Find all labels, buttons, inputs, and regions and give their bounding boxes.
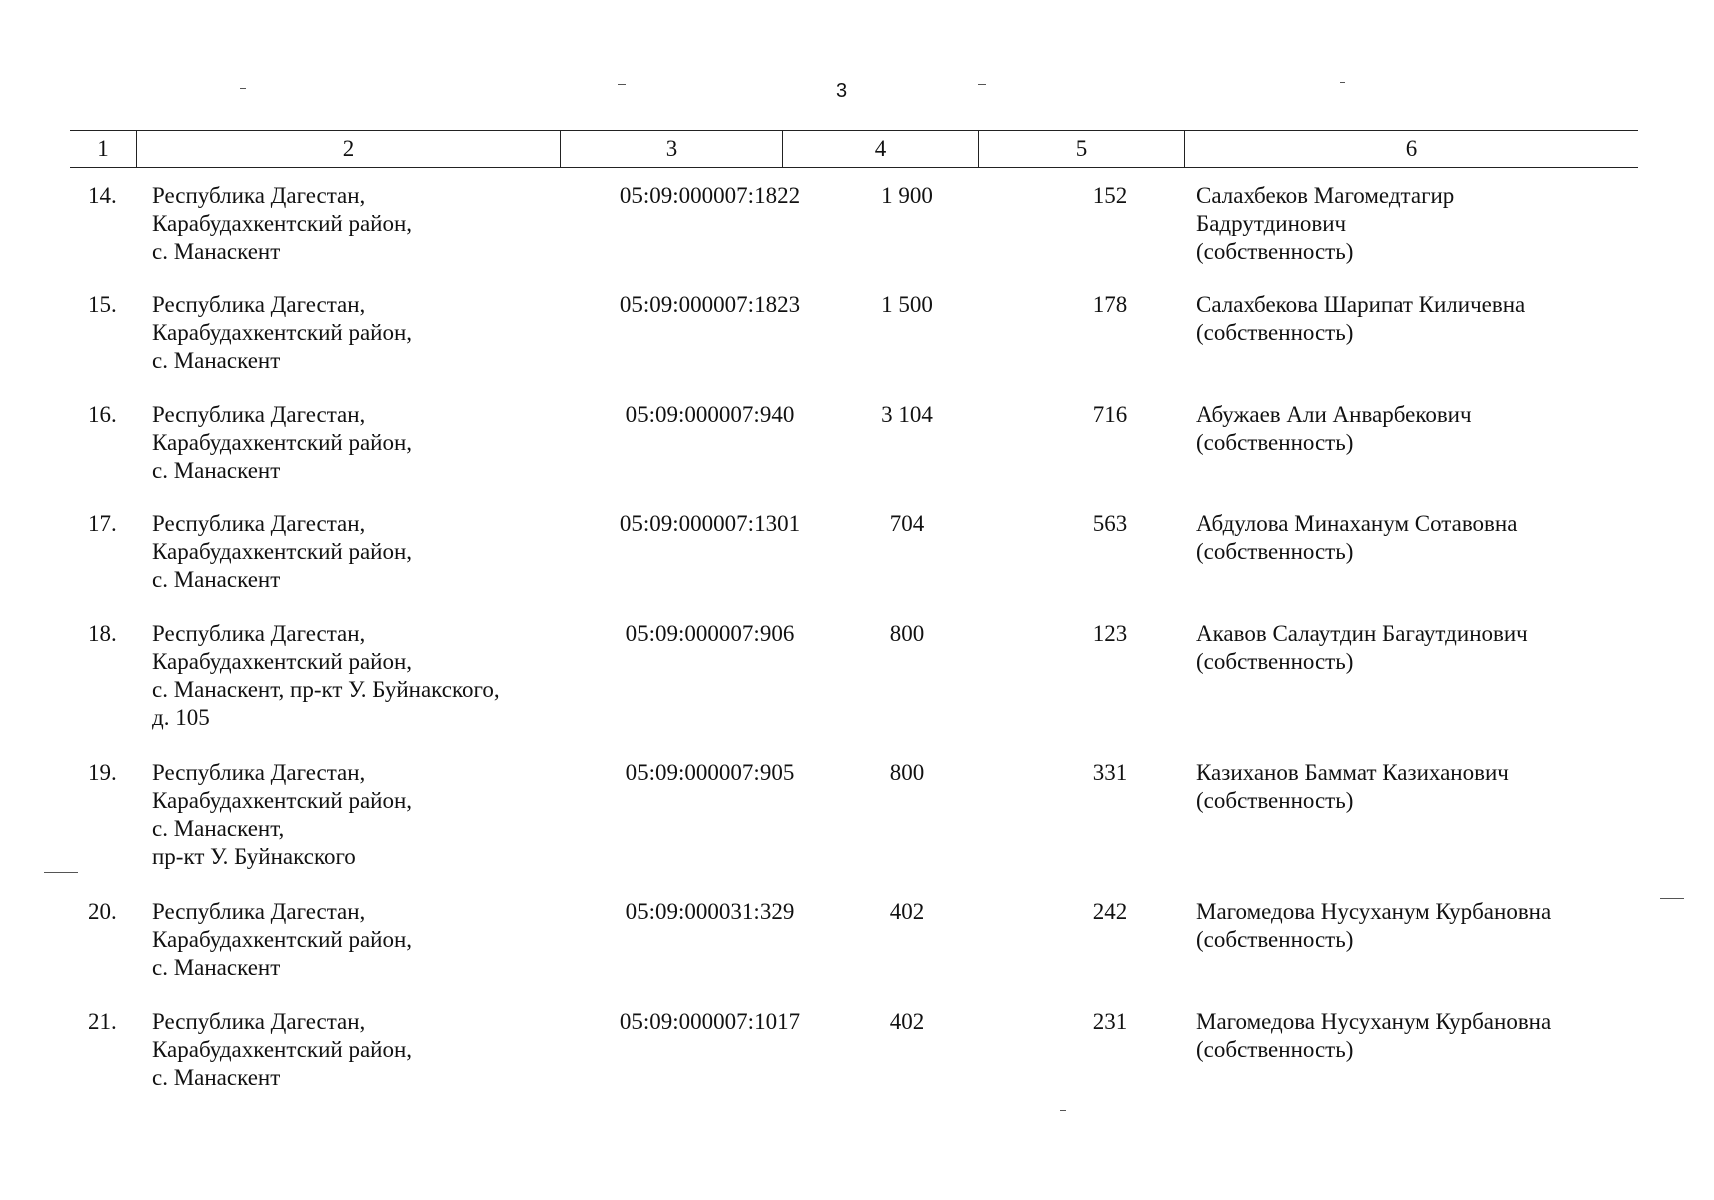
- row-number: 21.: [88, 1009, 117, 1034]
- cadastral-number-cell: 05:09:000007:1822: [619, 183, 801, 208]
- address-cell-line: Карабудахкентский район,: [152, 211, 413, 236]
- address-cell-line: Карабудахкентский район,: [152, 649, 413, 674]
- value-cell: 563: [1092, 511, 1128, 536]
- address-cell: [152, 620, 622, 732]
- value-cell: 231: [1092, 1009, 1128, 1034]
- value-cell: 331: [1092, 760, 1128, 785]
- owner-cell-line: Салахбеков Магомедтагир: [1196, 183, 1455, 208]
- address-cell-line: с. Манаскент: [152, 567, 281, 592]
- header-col-5: 5: [978, 131, 1184, 167]
- address-cell-line: Республика Дагестан,: [152, 621, 366, 646]
- owner-cell: [1196, 291, 1676, 347]
- cadastral-number-cell: 05:09:000007:1301: [619, 511, 801, 536]
- value-cell: 123: [1092, 621, 1128, 646]
- cadastral-number-cell: 05:09:000007:906: [625, 621, 795, 646]
- scan-speck: [44, 872, 78, 873]
- owner-cell: [1196, 759, 1676, 815]
- cadastral-number-cell: 05:09:000007:1017: [619, 1009, 801, 1034]
- owner-cell: [1196, 510, 1676, 566]
- area-cell: 1 500: [881, 292, 933, 317]
- address-cell-line: Карабудахкентский район,: [152, 430, 413, 455]
- header-col-2: 2: [136, 131, 560, 167]
- owner-cell-line: Салахбекова Шарипат Киличевна: [1196, 292, 1526, 317]
- owner-cell: [1196, 898, 1676, 954]
- address-cell-line: с. Манаскент, пр-кт У. Буйнакского,: [152, 677, 500, 702]
- row-number: 15.: [88, 292, 117, 317]
- row-number: 20.: [88, 899, 117, 924]
- header-col-6: 6: [1184, 131, 1638, 167]
- area-cell: 800: [889, 760, 925, 785]
- address-cell-line: с. Манаскент: [152, 1065, 281, 1090]
- address-cell: [152, 1008, 622, 1092]
- row-number: 16.: [88, 402, 117, 427]
- cadastral-number-cell: 05:09:000031:329: [625, 899, 795, 924]
- address-cell: [152, 898, 622, 982]
- owner-cell-line: Казиханов Баммат Казиханович: [1196, 760, 1509, 785]
- row-number: 14.: [88, 183, 117, 208]
- address-cell-line: с. Манаскент: [152, 955, 281, 980]
- address-cell-line: Карабудахкентский район,: [152, 539, 413, 564]
- owner-cell: [1196, 401, 1676, 457]
- cadastral-number-cell: 05:09:000007:1823: [619, 292, 801, 317]
- value-cell: 178: [1092, 292, 1128, 317]
- address-cell-line: Республика Дагестан,: [152, 511, 366, 536]
- row-number: 18.: [88, 621, 117, 646]
- owner-cell-line: Абдулова Минаханум Сотавовна: [1196, 511, 1518, 536]
- address-cell-line: Республика Дагестан,: [152, 292, 366, 317]
- header-col-3: 3: [560, 131, 782, 167]
- value-cell: 152: [1092, 183, 1128, 208]
- owner-cell-line: Абужаев Али Анварбекович: [1196, 402, 1472, 427]
- address-cell-line: Республика Дагестан,: [152, 402, 366, 427]
- owner-cell-line: (собственность): [1196, 1037, 1354, 1062]
- value-cell: 242: [1092, 899, 1128, 924]
- owner-cell: [1196, 1008, 1676, 1064]
- scan-speck: [240, 88, 246, 89]
- owner-cell-line: Бадрутдинович: [1196, 211, 1347, 236]
- cadastral-number-cell: 05:09:000007:940: [625, 402, 795, 427]
- row-number: 17.: [88, 511, 117, 536]
- scan-speck: [1060, 1110, 1066, 1111]
- area-cell: 3 104: [881, 402, 933, 427]
- owner-cell: [1196, 182, 1676, 266]
- address-cell: [152, 510, 622, 594]
- address-cell-line: д. 105: [152, 705, 210, 730]
- address-cell-line: Карабудахкентский район,: [152, 788, 413, 813]
- area-cell: 704: [889, 511, 925, 536]
- row-number: 19.: [88, 760, 117, 785]
- table-header: [70, 130, 1638, 168]
- cadastral-number-cell: 05:09:000007:905: [625, 760, 795, 785]
- owner-cell-line: (собственность): [1196, 539, 1354, 564]
- address-cell-line: Республика Дагестан,: [152, 760, 366, 785]
- owner-cell-line: (собственность): [1196, 649, 1354, 674]
- address-cell-line: Карабудахкентский район,: [152, 927, 413, 952]
- address-cell-line: с. Манаскент: [152, 458, 281, 483]
- header-col-4: 4: [782, 131, 978, 167]
- address-cell-line: Республика Дагестан,: [152, 899, 366, 924]
- owner-cell-line: Магомедова Нусуханум Курбановна: [1196, 899, 1552, 924]
- scan-speck: [1660, 898, 1684, 899]
- owner-cell-line: (собственность): [1196, 320, 1354, 345]
- address-cell-line: Карабудахкентский район,: [152, 320, 413, 345]
- address-cell-line: Республика Дагестан,: [152, 1009, 366, 1034]
- address-cell-line: с. Манаскент: [152, 239, 281, 264]
- scan-speck: [1340, 82, 1345, 83]
- area-cell: 402: [889, 1009, 925, 1034]
- owner-cell-line: (собственность): [1196, 788, 1354, 813]
- owner-cell-line: Акавов Салаутдин Багаутдинович: [1196, 621, 1528, 646]
- page-number: 3: [836, 80, 848, 102]
- address-cell-line: с. Манаскент,: [152, 816, 285, 841]
- owner-cell-line: (собственность): [1196, 239, 1354, 264]
- address-cell: [152, 291, 622, 375]
- scan-speck: [978, 84, 986, 85]
- area-cell: 402: [889, 899, 925, 924]
- address-cell: [152, 401, 622, 485]
- address-cell: [152, 182, 622, 266]
- owner-cell-line: (собственность): [1196, 430, 1354, 455]
- area-cell: 800: [889, 621, 925, 646]
- scan-speck: [618, 84, 626, 85]
- header-col-1: 1: [97, 136, 109, 161]
- owner-cell-line: Магомедова Нусуханум Курбановна: [1196, 1009, 1552, 1034]
- address-cell-line: с. Манаскент: [152, 348, 281, 373]
- address-cell: [152, 759, 622, 871]
- address-cell-line: пр-кт У. Буйнакского: [152, 844, 356, 869]
- owner-cell-line: (собственность): [1196, 927, 1354, 952]
- value-cell: 716: [1092, 402, 1128, 427]
- area-cell: 1 900: [881, 183, 933, 208]
- address-cell-line: Карабудахкентский район,: [152, 1037, 413, 1062]
- owner-cell: [1196, 620, 1676, 676]
- address-cell-line: Республика Дагестан,: [152, 183, 366, 208]
